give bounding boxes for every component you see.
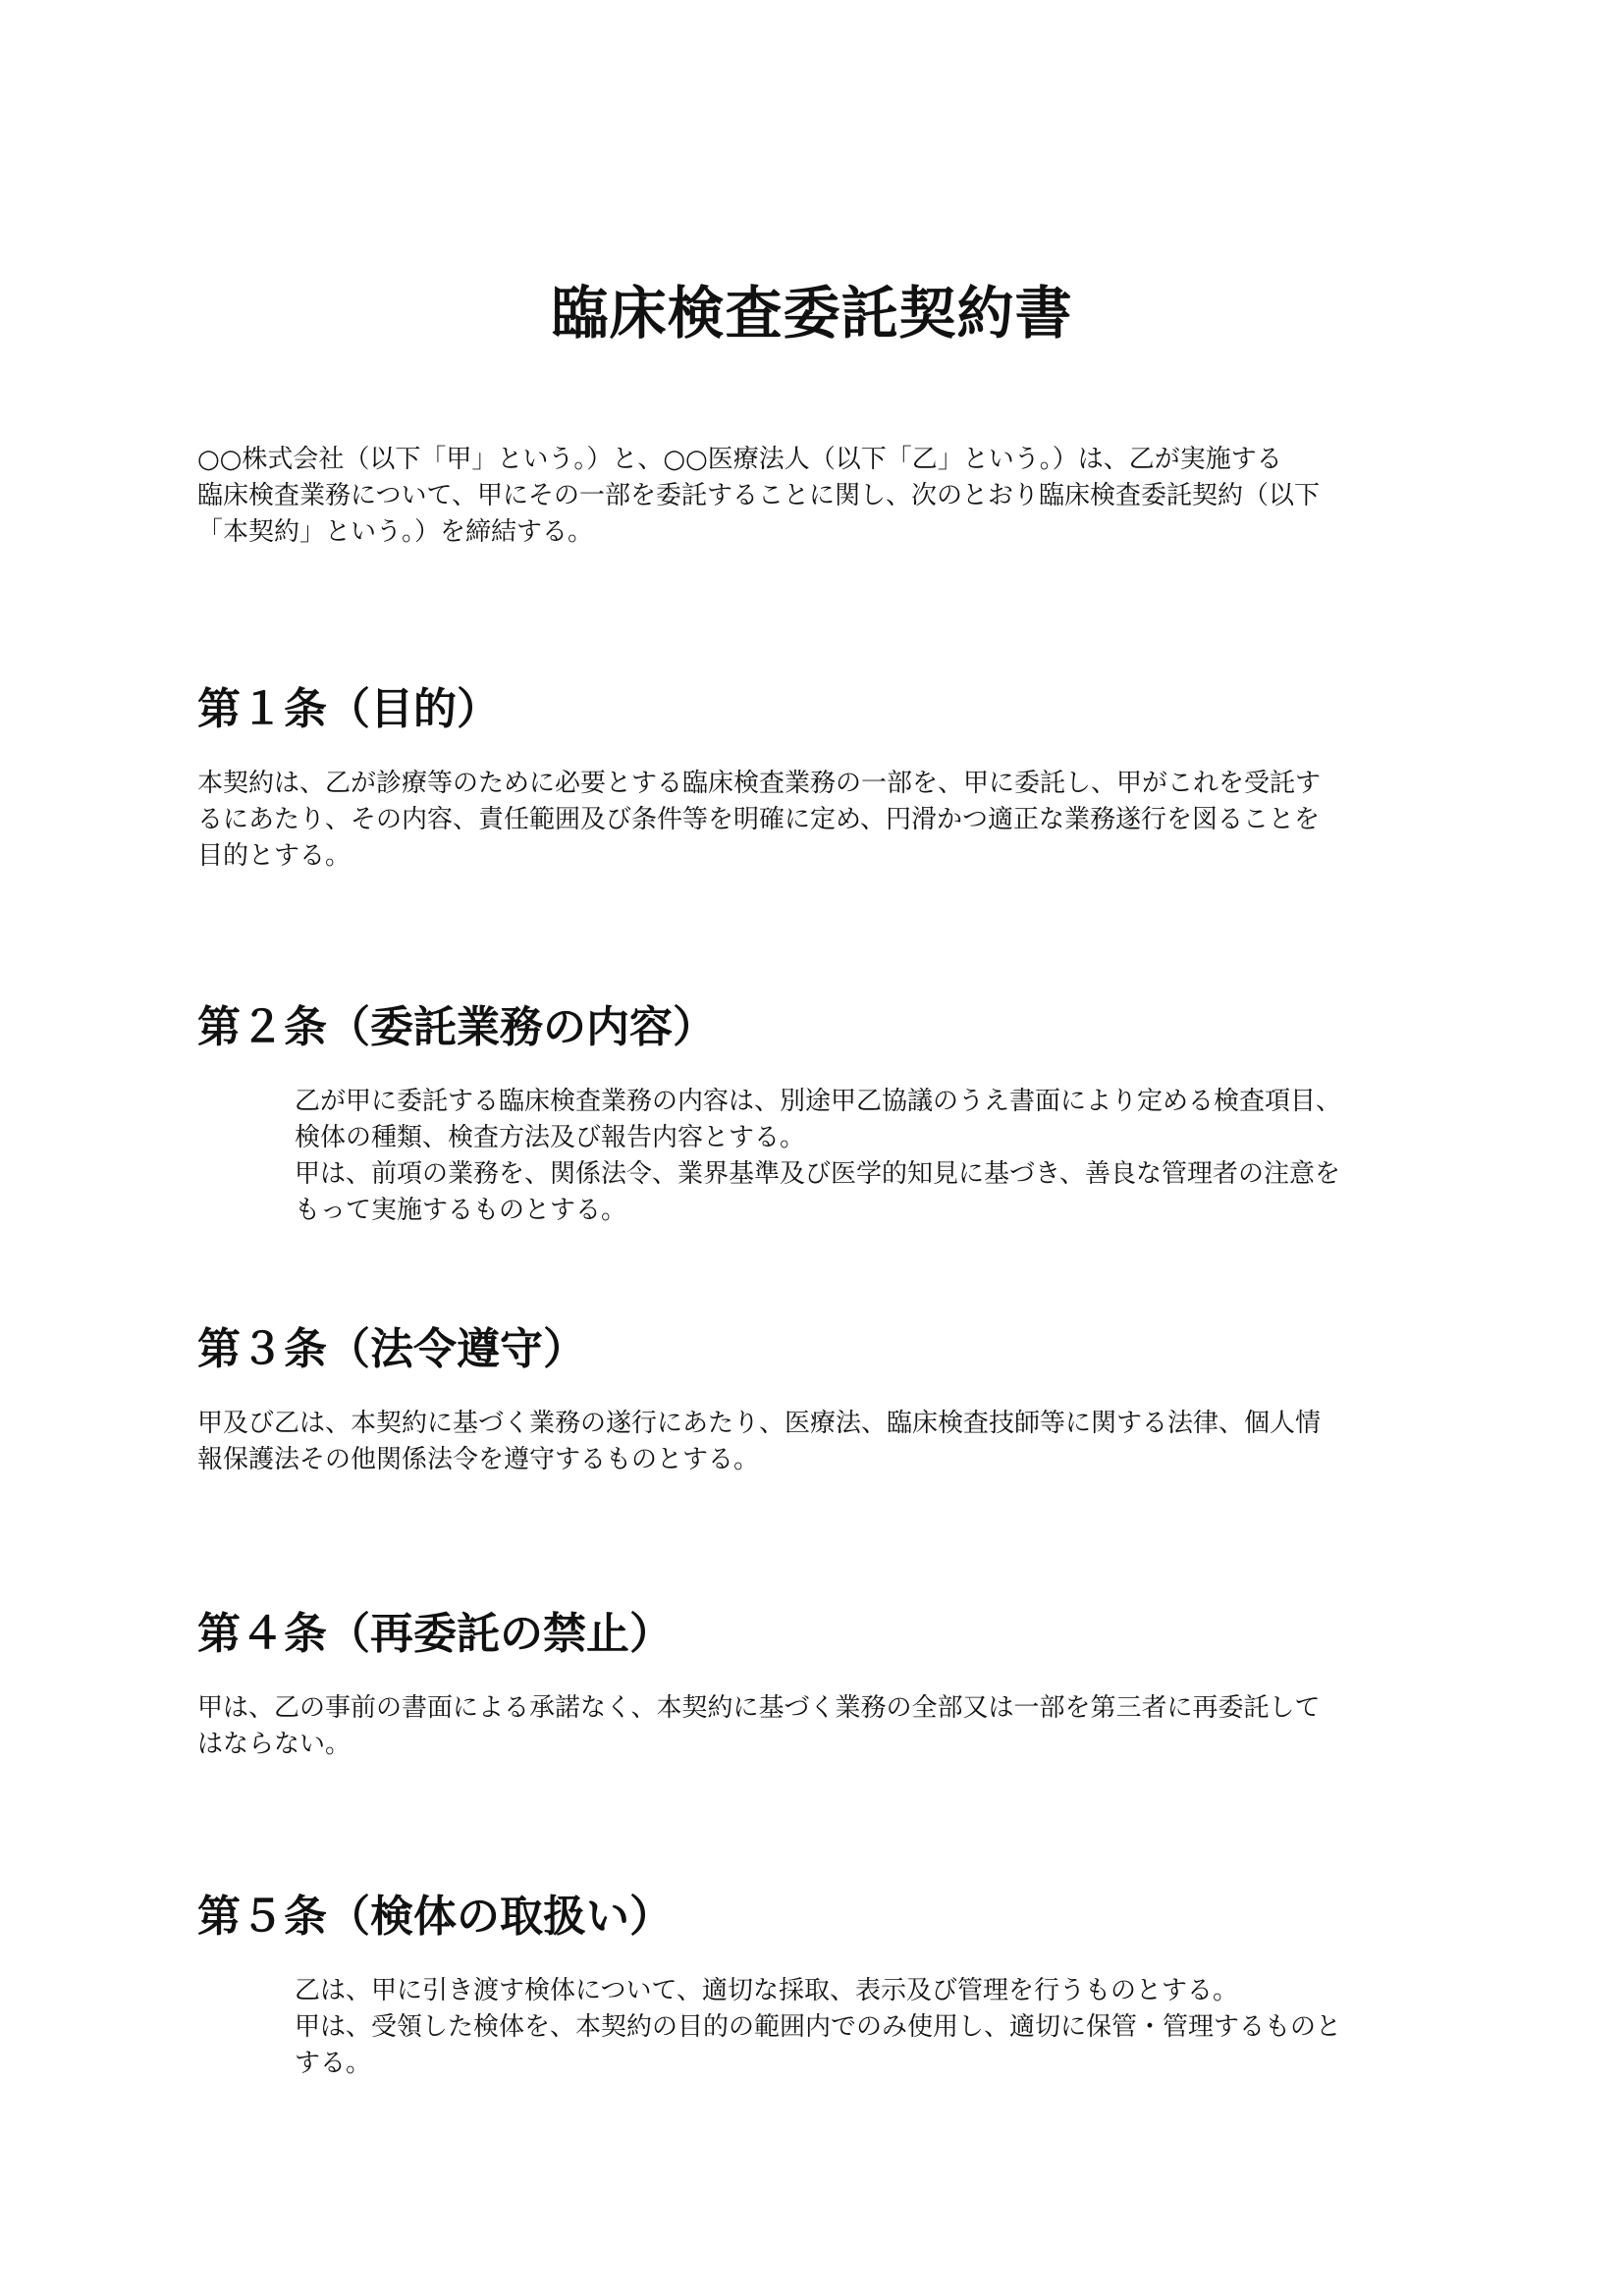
article-1-body: 本契約は、乙が診療等のために必要とする臨床検査業務の一部を、甲に委託し、甲がこれを受託す るにあたり、その内容、責任範囲及び条件等を明確に定め、円滑かつ適正な業務遂行を図ることを 目的とする。: [197, 769, 1322, 871]
article-3-body: 甲及び乙は、本契約に基づく業務の遂行にあたり、医療法、臨床検査技師等に関する法律、個人情 報保護法その他関係法令を遵守するものとする。: [197, 1409, 1322, 1474]
article-2-heading: 第２条（委託業務の内容）: [197, 1002, 716, 1052]
article-1-heading: 第１条（目的）: [197, 684, 500, 734]
article-5-body: 乙は、甲に引き渡す検体について、適切な採取、表示及び管理を行うものとする。 甲は、受領した検体を、本契約の目的の範囲内でのみ使用し、適切に保管・管理するものと する。: [295, 1976, 1342, 2078]
article-4-body: 甲は、乙の事前の書面による承諾なく、本契約に基づく業務の全部又は一部を第三者に再委託して はならない。: [197, 1693, 1321, 1759]
preamble-paragraph: ○○株式会社（以下「甲」という。）と、○○医療法人（以下「乙」という。）は、乙が実施する 臨床検査業務について、甲にその一部を委託することに関し、次のとおり臨床検査委託契約（以下 「本契約」という。）を締結する。: [197, 445, 1320, 547]
article-3-heading: 第３条（法令遵守）: [197, 1324, 586, 1374]
document-title: 臨床検査委託契約書: [551, 280, 1073, 347]
article-4-heading: 第４条（再委託の禁止）: [197, 1609, 673, 1659]
article-2-body: 乙が甲に委託する臨床検査業務の内容は、別途甲乙協議のうえ書面により定める検査項目、 検体の種類、検査方法及び報告内容とする。 甲は、前項の業務を、関係法令、業界基準及び医学的知見に基づき、善良な管理者の注意を もって実施するものとする。: [295, 1087, 1342, 1225]
article-5-heading: 第５条（検体の取扱い）: [197, 1892, 673, 1942]
